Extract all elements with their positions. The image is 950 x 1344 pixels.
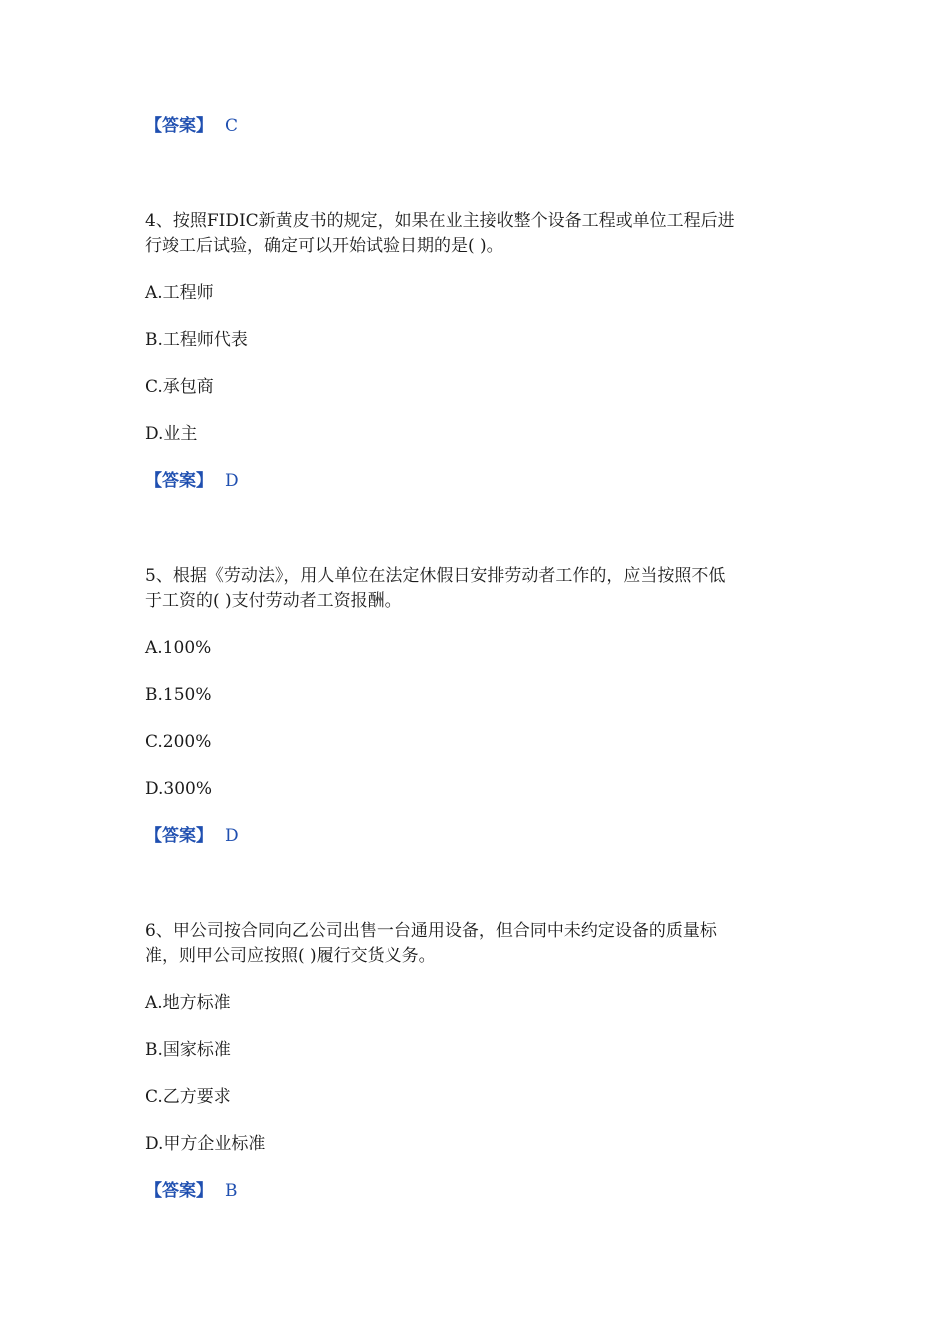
question-4-stem-line-1: 4、按照FIDIC新黄皮书的规定，如果在业主接收整个设备工程或单位工程后进	[145, 211, 735, 231]
question-5-stem-line-1: 5、根据《劳动法》，用人单位在法定休假日安排劳动者工作的，应当按照不低	[145, 566, 726, 586]
question-4-stem-line-2: 行竣工后试验，确定可以开始试验日期的是( )。	[145, 236, 504, 256]
answer-label: 【答案】	[145, 826, 213, 846]
question-5-option-a: A.100%	[145, 638, 212, 658]
answer-label: 【答案】	[145, 471, 213, 491]
answer-value: D	[225, 826, 239, 846]
question-6-option-a: A.地方标准	[145, 993, 231, 1013]
question-4-option-d: D.业主	[145, 424, 198, 444]
question-6-stem-line-2: 准，则甲公司应按照( )履行交货义务。	[145, 946, 436, 966]
answer-line-q5	[145, 824, 239, 848]
answer-value: B	[225, 1181, 238, 1201]
answer-value: D	[225, 471, 239, 491]
question-6-option-d: D.甲方企业标准	[145, 1134, 266, 1154]
question-5-stem-line-2: 于工资的( )支付劳动者工资报酬。	[145, 591, 402, 611]
answer-label: 【答案】	[145, 1181, 213, 1201]
answer-label: 【答案】	[145, 116, 213, 136]
question-4-option-b: B.工程师代表	[145, 330, 248, 350]
answer-value: C	[225, 116, 239, 136]
question-4-option-a: A.工程师	[145, 283, 214, 303]
question-6-option-c: C.乙方要求	[145, 1087, 231, 1107]
question-4-option-c: C.承包商	[145, 377, 214, 397]
answer-line-q3	[145, 114, 238, 138]
answer-line-q6	[145, 1179, 238, 1203]
answer-line-q4	[145, 469, 239, 493]
question-5-option-c: C.200%	[145, 732, 212, 752]
question-6-option-b: B.国家标准	[145, 1040, 231, 1060]
question-5-option-d: D.300%	[145, 779, 213, 799]
question-6-stem-line-1: 6、甲公司按合同向乙公司出售一台通用设备，但合同中未约定设备的质量标	[145, 921, 717, 941]
question-5-option-b: B.150%	[145, 685, 212, 705]
